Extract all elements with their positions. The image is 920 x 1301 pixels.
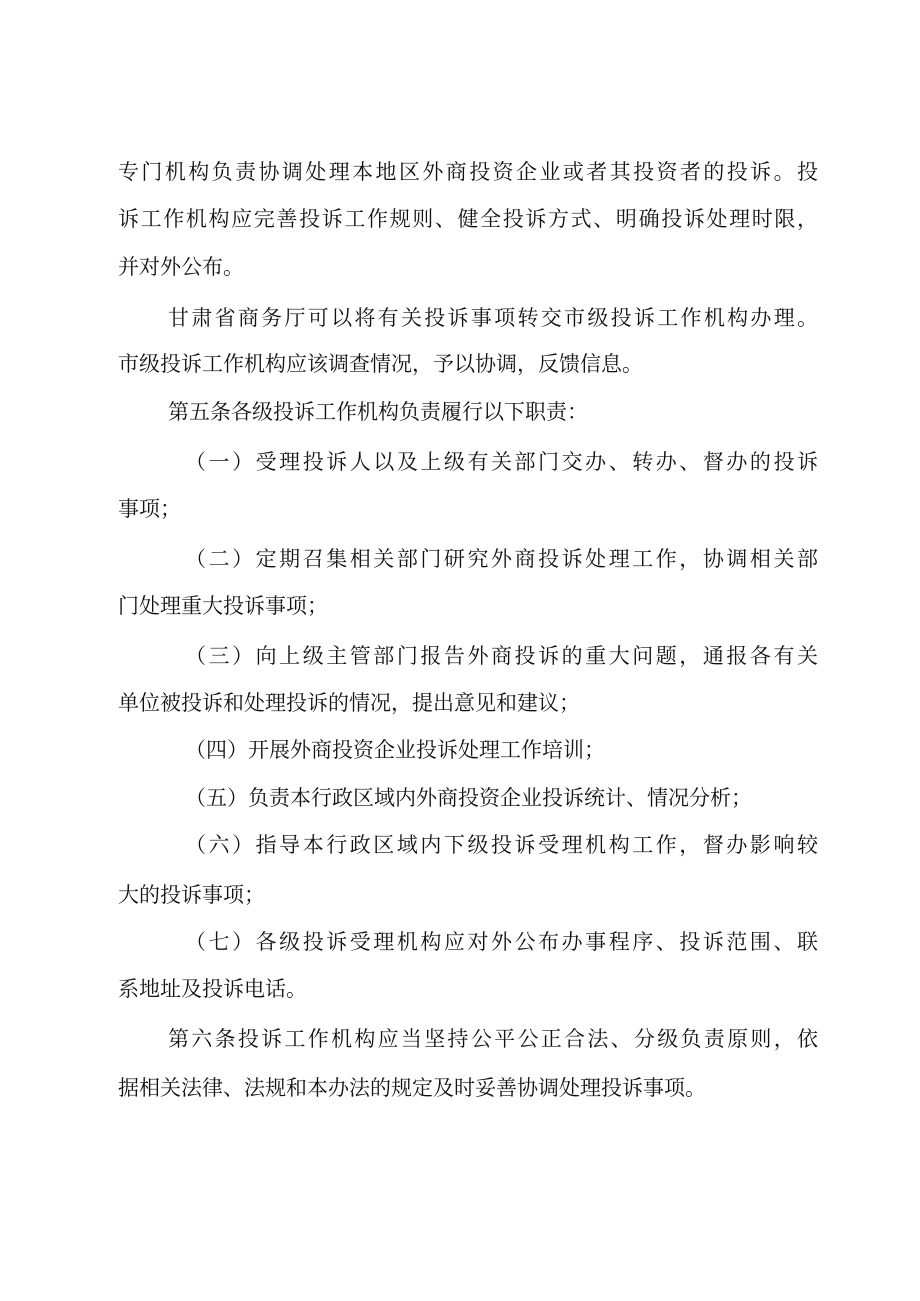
duty-item-7: （七）各级投诉受理机构应对外公布办事程序、投诉范围、联 xyxy=(185,930,818,954)
article-6-heading: 第六条投诉工作机构应当坚持公平公正合法、分级负责原则，依 xyxy=(168,1027,818,1051)
paragraph-line: 诉工作机构应完善投诉工作规则、健全投诉方式、明确投诉处理时限， xyxy=(118,207,818,231)
paragraph-line: 系地址及投诉电话。 xyxy=(118,977,307,1001)
paragraph-line: 据相关法律、法规和本办法的规定及时妥善协调处理投诉事项。 xyxy=(118,1076,706,1100)
paragraph-line: 单位被投诉和处理投诉的情况，提出意见和建议； xyxy=(118,691,580,715)
paragraph-line: 市级投诉工作机构应该调查情况，予以协调，反馈信息。 xyxy=(118,352,643,376)
paragraph-line: 甘肃省商务厅可以将有关投诉事项转交市级投诉工作机构办理。 xyxy=(168,306,818,330)
paragraph-line: 大的投诉事项； xyxy=(118,883,265,907)
duty-item-1: （一）受理投诉人以及上级有关部门交办、转办、督办的投诉 xyxy=(185,450,818,474)
paragraph-line: 门处理重大投诉事项； xyxy=(118,594,328,618)
paragraph-line: 专门机构负责协调处理本地区外商投资企业或者其投资者的投诉。投 xyxy=(118,160,818,184)
duty-item-6: （六）指导本行政区域内下级投诉受理机构工作，督办影响较 xyxy=(185,833,818,857)
duty-item-4: （四）开展外商投资企业投诉处理工作培训； xyxy=(185,738,605,762)
duty-item-3: （三）向上级主管部门报告外商投诉的重大问题，通报各有关 xyxy=(185,644,818,668)
duty-item-2: （二）定期召集相关部门研究外商投诉处理工作，协调相关部 xyxy=(185,547,818,571)
paragraph-line: 并对外公布。 xyxy=(118,255,244,279)
paragraph-line: 事项； xyxy=(118,497,181,521)
article-5-heading: 第五条各级投诉工作机构负责履行以下职责： xyxy=(168,400,588,424)
duty-item-5: （五）负责本行政区域内外商投资企业投诉统计、情况分析； xyxy=(185,786,752,810)
